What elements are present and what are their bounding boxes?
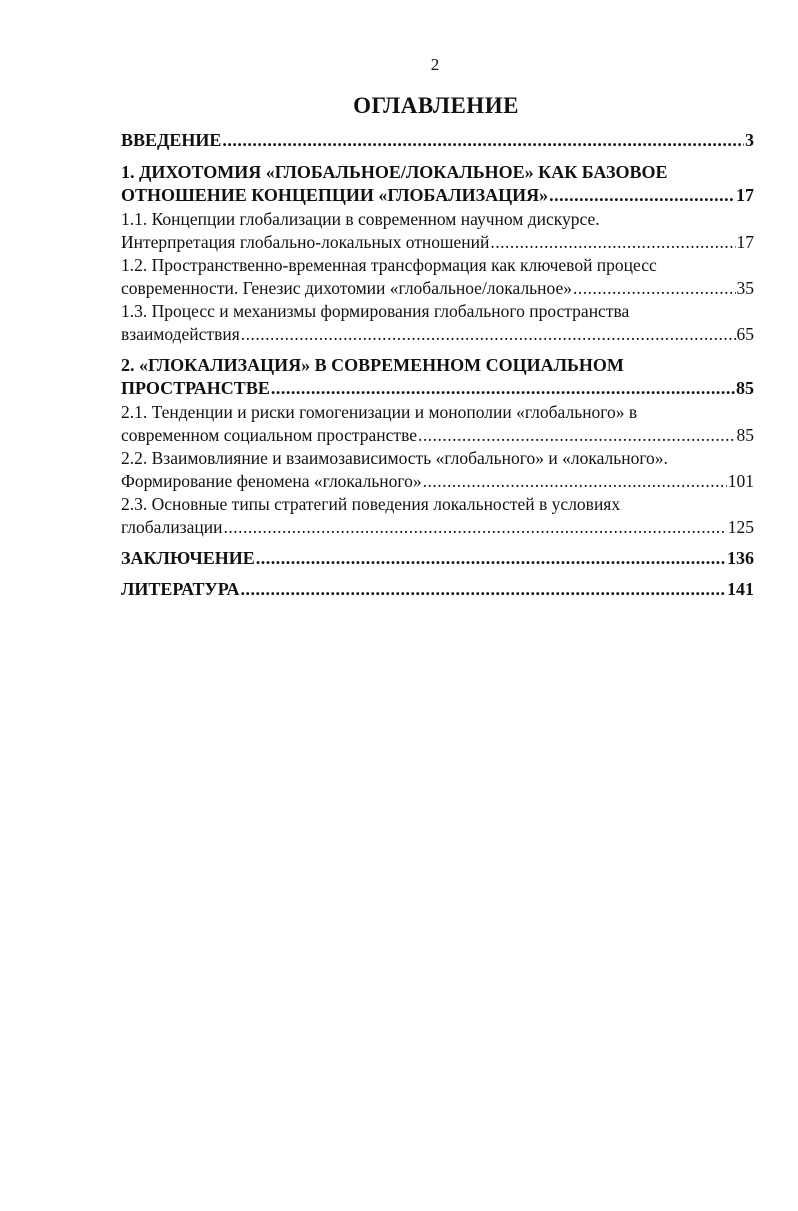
toc-entry-section-2-2[interactable] bbox=[121, 447, 754, 493]
toc-page-number: 17 bbox=[736, 231, 754, 252]
toc-entry-last-line bbox=[121, 547, 754, 571]
dot-leader bbox=[240, 578, 726, 602]
toc-entry-text: ПРОСТРАНСТВЕ bbox=[121, 378, 270, 398]
toc-entry-text: глобализации bbox=[121, 516, 223, 537]
toc-page-number: 85 bbox=[736, 424, 754, 445]
page-title: ОГЛАВЛЕНИЕ bbox=[353, 93, 519, 118]
dot-leader bbox=[418, 424, 735, 447]
dot-leader bbox=[222, 129, 744, 153]
toc-entry-section-1-1[interactable] bbox=[121, 208, 754, 254]
page-number: 2 bbox=[430, 55, 440, 74]
toc-entry-last-line bbox=[121, 470, 754, 493]
toc-entry-text: ВВЕДЕНИЕ bbox=[121, 130, 222, 150]
toc-entry-last-line bbox=[121, 377, 754, 401]
toc-entry-line: 2.3. Основные типы стратегий поведения локальностей в условиях bbox=[121, 493, 621, 514]
toc-entry-line: 1.3. Процесс и механизмы формирования глобального пространства bbox=[121, 300, 630, 321]
toc-entry-literature[interactable] bbox=[121, 578, 754, 602]
toc-entry-conclusion[interactable] bbox=[121, 547, 754, 571]
toc-entry-chapter-1[interactable] bbox=[121, 161, 754, 208]
toc-entry-line: 1.1. Концепции глобализации в современном научном дискурсе. bbox=[121, 208, 600, 229]
toc-entry-last-line bbox=[121, 578, 754, 602]
toc-entry-line: 1.2. Пространственно-временная трансформация как ключевой процесс bbox=[121, 254, 657, 275]
dot-leader bbox=[423, 470, 727, 493]
toc-entry-text: современном социальном пространстве bbox=[121, 424, 418, 445]
toc-entry-text: взаимодействия bbox=[121, 323, 240, 344]
dot-leader bbox=[549, 184, 735, 208]
toc-entry-section-1-3[interactable] bbox=[121, 300, 754, 346]
toc-page-number: 136 bbox=[727, 547, 754, 568]
toc-page-number: 101 bbox=[727, 470, 754, 491]
toc-entry-section-1-2[interactable] bbox=[121, 254, 754, 300]
toc-entry-last-line bbox=[121, 516, 754, 539]
toc-entry-text: Интерпретация глобально-локальных отношений bbox=[121, 231, 490, 252]
toc-entry-last-line bbox=[121, 184, 754, 208]
toc-page-number: 65 bbox=[736, 323, 754, 344]
toc-entry-text: ЗАКЛЮЧЕНИЕ bbox=[121, 547, 255, 568]
toc-entry-last-line bbox=[121, 323, 754, 346]
toc-page-number: 35 bbox=[736, 277, 754, 298]
toc-entry-last-line bbox=[121, 129, 754, 153]
table-of-contents bbox=[121, 129, 754, 602]
toc-page-number: 3 bbox=[745, 130, 754, 150]
dot-leader bbox=[271, 377, 735, 401]
toc-entry-section-2-3[interactable] bbox=[121, 493, 754, 539]
toc-entry-line: 2.2. Взаимовлияние и взаимозависимость «глобального» и «локального». bbox=[121, 447, 668, 468]
dot-leader bbox=[490, 231, 735, 254]
toc-page-number: 141 bbox=[727, 579, 754, 599]
toc-entry-line: 2.1. Тенденции и риски гомогенизации и монополии «глобального» в bbox=[121, 401, 638, 422]
dot-leader bbox=[241, 323, 736, 346]
toc-page-number: 17 bbox=[736, 185, 754, 205]
toc-page-number: 125 bbox=[727, 516, 754, 537]
toc-entry-section-2-1[interactable] bbox=[121, 401, 754, 447]
toc-entry-last-line bbox=[121, 424, 754, 447]
dot-leader bbox=[256, 547, 726, 571]
toc-entry-introduction[interactable] bbox=[121, 129, 754, 153]
dot-leader bbox=[573, 277, 735, 300]
toc-entry-text: современности. Генезис дихотомии «глобальное/локальное» bbox=[121, 277, 573, 298]
toc-entry-chapter-2[interactable] bbox=[121, 354, 754, 401]
toc-entry-line: 1. ДИХОТОМИЯ «ГЛОБАЛЬНОЕ/ЛОКАЛЬНОЕ» КАК БАЗОВОЕ bbox=[121, 161, 668, 182]
toc-page-number: 85 bbox=[736, 378, 754, 398]
toc-entry-last-line bbox=[121, 231, 754, 254]
toc-entry-text: ЛИТЕРАТУРА bbox=[121, 579, 240, 599]
dot-leader bbox=[223, 516, 726, 539]
toc-entry-last-line bbox=[121, 277, 754, 300]
toc-entry-text: Формирование феномена «глокального» bbox=[121, 470, 422, 491]
toc-entry-line: 2. «ГЛОКАЛИЗАЦИЯ» В СОВРЕМЕННОМ СОЦИАЛЬНОМ bbox=[121, 354, 624, 375]
toc-entry-text: ОТНОШЕНИЕ КОНЦЕПЦИИ «ГЛОБАЛИЗАЦИЯ» bbox=[121, 185, 549, 205]
